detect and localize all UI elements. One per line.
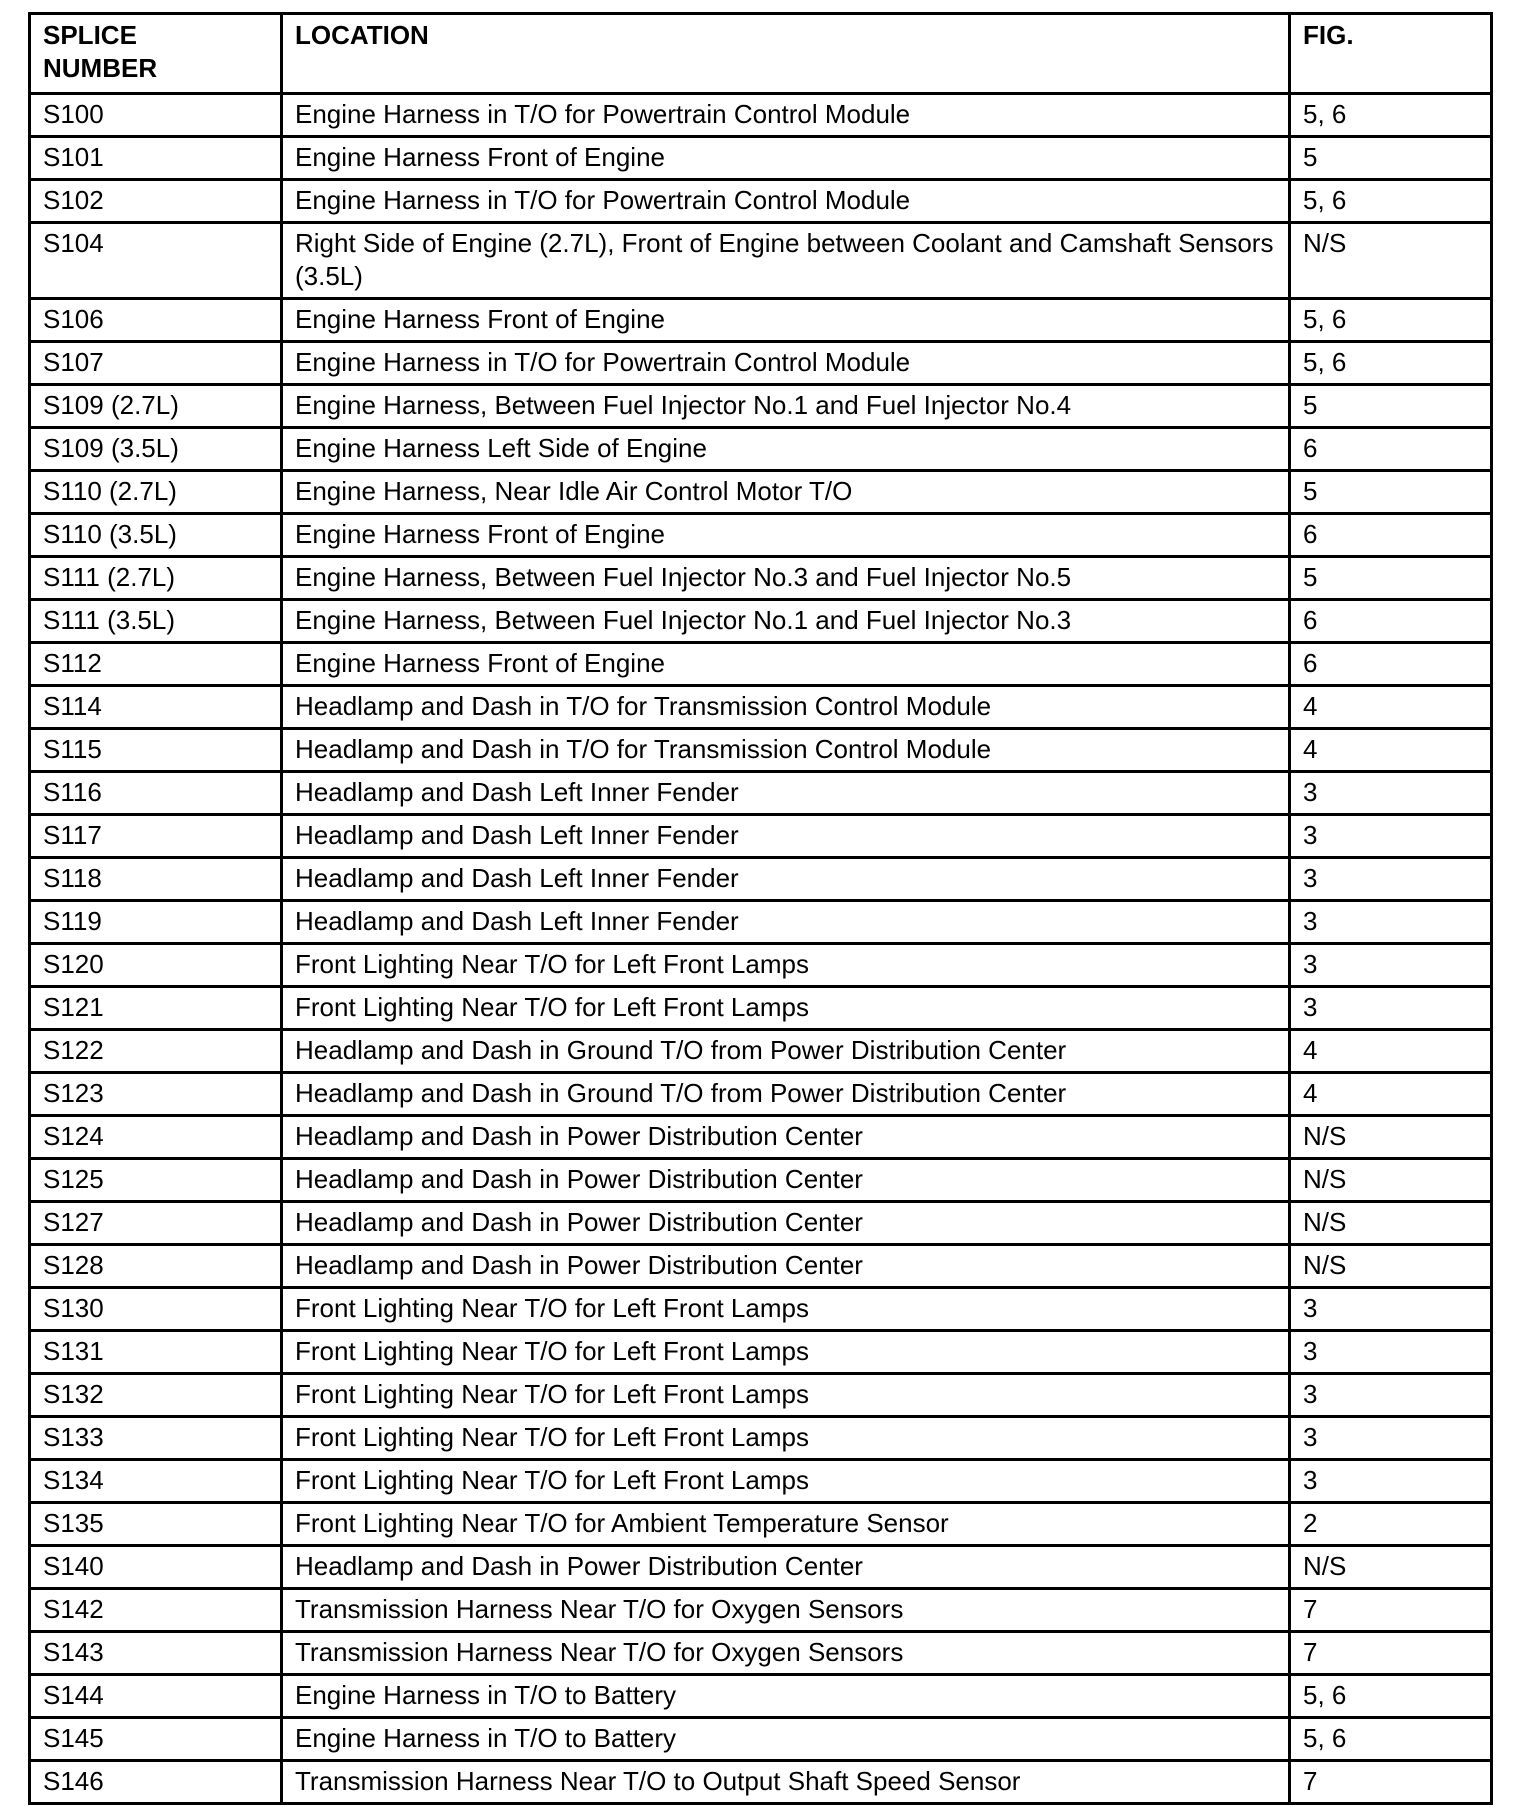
cell-location: Headlamp and Dash Left Inner Fender (282, 815, 1290, 858)
cell-location: Engine Harness, Between Fuel Injector No.1 and Fuel Injector No.3 (282, 600, 1290, 643)
cell-splice-number: S115 (30, 729, 282, 772)
cell-fig: 6 (1290, 643, 1492, 686)
cell-fig: 3 (1290, 1331, 1492, 1374)
cell-fig: 6 (1290, 514, 1492, 557)
table-row (30, 1460, 1492, 1503)
cell-splice-number: S122 (30, 1030, 282, 1073)
cell-fig: 6 (1290, 428, 1492, 471)
table-body (30, 94, 1492, 1804)
cell-location: Headlamp and Dash in Power Distribution Center (282, 1202, 1290, 1245)
table-row (30, 815, 1492, 858)
table-row (30, 729, 1492, 772)
cell-location: Headlamp and Dash Left Inner Fender (282, 772, 1290, 815)
table-row (30, 385, 1492, 428)
cell-location: Right Side of Engine (2.7L), Front of Engine between Coolant and Camshaft Sensors (3.5L) (282, 223, 1290, 299)
cell-fig: N/S (1290, 1245, 1492, 1288)
cell-splice-number: S112 (30, 643, 282, 686)
cell-fig: 3 (1290, 815, 1492, 858)
cell-fig: 5 (1290, 471, 1492, 514)
cell-splice-number: S114 (30, 686, 282, 729)
cell-splice-number: S117 (30, 815, 282, 858)
cell-location: Headlamp and Dash in Ground T/O from Power Distribution Center (282, 1073, 1290, 1116)
cell-location: Transmission Harness Near T/O for Oxygen Sensors (282, 1589, 1290, 1632)
cell-fig: 4 (1290, 729, 1492, 772)
cell-splice-number: S131 (30, 1331, 282, 1374)
table-row (30, 428, 1492, 471)
cell-fig: 5, 6 (1290, 94, 1492, 137)
table-row (30, 299, 1492, 342)
table-row (30, 557, 1492, 600)
cell-splice-number: S109 (2.7L) (30, 385, 282, 428)
cell-splice-number: S144 (30, 1675, 282, 1718)
cell-splice-number: S109 (3.5L) (30, 428, 282, 471)
table-row (30, 514, 1492, 557)
cell-fig: 5, 6 (1290, 342, 1492, 385)
cell-fig: 4 (1290, 1073, 1492, 1116)
cell-location: Headlamp and Dash in Power Distribution Center (282, 1159, 1290, 1202)
table-row (30, 772, 1492, 815)
cell-fig: 5, 6 (1290, 1675, 1492, 1718)
cell-fig: 3 (1290, 987, 1492, 1030)
cell-location: Transmission Harness Near T/O for Oxygen Sensors (282, 1632, 1290, 1675)
cell-splice-number: S143 (30, 1632, 282, 1675)
cell-location: Headlamp and Dash in Power Distribution Center (282, 1245, 1290, 1288)
cell-location: Engine Harness, Near Idle Air Control Motor T/O (282, 471, 1290, 514)
cell-location: Engine Harness in T/O to Battery (282, 1718, 1290, 1761)
cell-splice-number: S101 (30, 137, 282, 180)
cell-location: Engine Harness in T/O for Powertrain Control Module (282, 342, 1290, 385)
cell-location: Headlamp and Dash Left Inner Fender (282, 858, 1290, 901)
table-row (30, 1675, 1492, 1718)
cell-fig: 7 (1290, 1632, 1492, 1675)
cell-splice-number: S118 (30, 858, 282, 901)
cell-splice-number: S135 (30, 1503, 282, 1546)
cell-splice-number: S100 (30, 94, 282, 137)
table-row (30, 1202, 1492, 1245)
cell-fig: 5 (1290, 385, 1492, 428)
table-row (30, 1632, 1492, 1675)
cell-fig: 3 (1290, 1288, 1492, 1331)
cell-splice-number: S142 (30, 1589, 282, 1632)
cell-splice-number: S104 (30, 223, 282, 299)
cell-location: Front Lighting Near T/O for Left Front Lamps (282, 944, 1290, 987)
table-row (30, 1116, 1492, 1159)
cell-splice-number: S119 (30, 901, 282, 944)
cell-location: Engine Harness in T/O for Powertrain Control Module (282, 94, 1290, 137)
cell-splice-number: S146 (30, 1761, 282, 1804)
cell-location: Engine Harness Front of Engine (282, 299, 1290, 342)
cell-location: Headlamp and Dash in Power Distribution Center (282, 1116, 1290, 1159)
cell-splice-number: S123 (30, 1073, 282, 1116)
table-row (30, 223, 1492, 299)
table-row (30, 600, 1492, 643)
table-row (30, 858, 1492, 901)
cell-fig: 5, 6 (1290, 299, 1492, 342)
table-header-row (30, 14, 1492, 94)
table-row (30, 180, 1492, 223)
cell-splice-number: S110 (2.7L) (30, 471, 282, 514)
header-splice-number (30, 14, 282, 94)
table-row (30, 944, 1492, 987)
table-row (30, 1503, 1492, 1546)
cell-splice-number: S145 (30, 1718, 282, 1761)
table-row (30, 471, 1492, 514)
table-row (30, 1159, 1492, 1202)
cell-fig: N/S (1290, 1546, 1492, 1589)
cell-location: Front Lighting Near T/O for Left Front Lamps (282, 1460, 1290, 1503)
cell-fig: 5, 6 (1290, 1718, 1492, 1761)
cell-splice-number: S121 (30, 987, 282, 1030)
cell-location: Front Lighting Near T/O for Left Front Lamps (282, 1288, 1290, 1331)
cell-location: Front Lighting Near T/O for Ambient Temperature Sensor (282, 1503, 1290, 1546)
cell-fig: 4 (1290, 686, 1492, 729)
table-row (30, 137, 1492, 180)
cell-splice-number: S132 (30, 1374, 282, 1417)
table-row (30, 1073, 1492, 1116)
cell-splice-number: S107 (30, 342, 282, 385)
cell-location: Headlamp and Dash in T/O for Transmission Control Module (282, 729, 1290, 772)
cell-fig: 3 (1290, 944, 1492, 987)
cell-splice-number: S110 (3.5L) (30, 514, 282, 557)
table-row (30, 1030, 1492, 1073)
table-row (30, 1374, 1492, 1417)
cell-splice-number: S125 (30, 1159, 282, 1202)
cell-splice-number: S128 (30, 1245, 282, 1288)
cell-fig: N/S (1290, 1159, 1492, 1202)
cell-splice-number: S116 (30, 772, 282, 815)
cell-location: Headlamp and Dash Left Inner Fender (282, 901, 1290, 944)
header-splice-number-label: SPLICE NUMBER (43, 20, 158, 83)
cell-splice-number: S134 (30, 1460, 282, 1503)
table-row (30, 342, 1492, 385)
cell-location: Headlamp and Dash in Power Distribution Center (282, 1546, 1290, 1589)
table-row (30, 1718, 1492, 1761)
cell-fig: 3 (1290, 901, 1492, 944)
cell-fig: 3 (1290, 858, 1492, 901)
cell-splice-number: S140 (30, 1546, 282, 1589)
cell-location: Engine Harness Front of Engine (282, 643, 1290, 686)
splice-location-table (28, 12, 1493, 1805)
cell-location: Engine Harness Front of Engine (282, 514, 1290, 557)
cell-fig: N/S (1290, 1116, 1492, 1159)
table-row (30, 1288, 1492, 1331)
cell-location: Transmission Harness Near T/O to Output Shaft Speed Sensor (282, 1761, 1290, 1804)
cell-location: Engine Harness, Between Fuel Injector No.1 and Fuel Injector No.4 (282, 385, 1290, 428)
table-row (30, 987, 1492, 1030)
cell-fig: 6 (1290, 600, 1492, 643)
cell-location: Engine Harness in T/O to Battery (282, 1675, 1290, 1718)
cell-fig: 5 (1290, 557, 1492, 600)
cell-fig: 2 (1290, 1503, 1492, 1546)
cell-location: Engine Harness, Between Fuel Injector No.3 and Fuel Injector No.5 (282, 557, 1290, 600)
cell-fig: 7 (1290, 1761, 1492, 1804)
table-row (30, 686, 1492, 729)
cell-splice-number: S111 (2.7L) (30, 557, 282, 600)
cell-location: Front Lighting Near T/O for Left Front Lamps (282, 987, 1290, 1030)
cell-fig: 4 (1290, 1030, 1492, 1073)
cell-fig: N/S (1290, 223, 1492, 299)
cell-splice-number: S106 (30, 299, 282, 342)
table-row (30, 1761, 1492, 1804)
table-row (30, 1245, 1492, 1288)
cell-fig: 3 (1290, 1374, 1492, 1417)
table-row (30, 901, 1492, 944)
header-location: LOCATION (282, 14, 1290, 94)
cell-location: Engine Harness Front of Engine (282, 137, 1290, 180)
cell-fig: 5, 6 (1290, 180, 1492, 223)
cell-splice-number: S133 (30, 1417, 282, 1460)
cell-splice-number: S124 (30, 1116, 282, 1159)
cell-fig: 5 (1290, 137, 1492, 180)
cell-splice-number: S127 (30, 1202, 282, 1245)
cell-location: Front Lighting Near T/O for Left Front Lamps (282, 1417, 1290, 1460)
cell-fig: N/S (1290, 1202, 1492, 1245)
cell-location: Engine Harness in T/O for Powertrain Control Module (282, 180, 1290, 223)
cell-fig: 3 (1290, 1460, 1492, 1503)
table-row (30, 1546, 1492, 1589)
cell-splice-number: S130 (30, 1288, 282, 1331)
cell-location: Headlamp and Dash in Ground T/O from Power Distribution Center (282, 1030, 1290, 1073)
cell-location: Front Lighting Near T/O for Left Front Lamps (282, 1374, 1290, 1417)
cell-splice-number: S102 (30, 180, 282, 223)
table-row (30, 94, 1492, 137)
cell-location: Headlamp and Dash in T/O for Transmission Control Module (282, 686, 1290, 729)
table-row (30, 1417, 1492, 1460)
table-row (30, 1331, 1492, 1374)
header-fig: FIG. (1290, 14, 1492, 94)
table-row (30, 1589, 1492, 1632)
cell-splice-number: S120 (30, 944, 282, 987)
cell-fig: 3 (1290, 1417, 1492, 1460)
table-row (30, 643, 1492, 686)
cell-fig: 7 (1290, 1589, 1492, 1632)
cell-splice-number: S111 (3.5L) (30, 600, 282, 643)
cell-location: Engine Harness Left Side of Engine (282, 428, 1290, 471)
cell-fig: 3 (1290, 772, 1492, 815)
cell-location: Front Lighting Near T/O for Left Front Lamps (282, 1331, 1290, 1374)
